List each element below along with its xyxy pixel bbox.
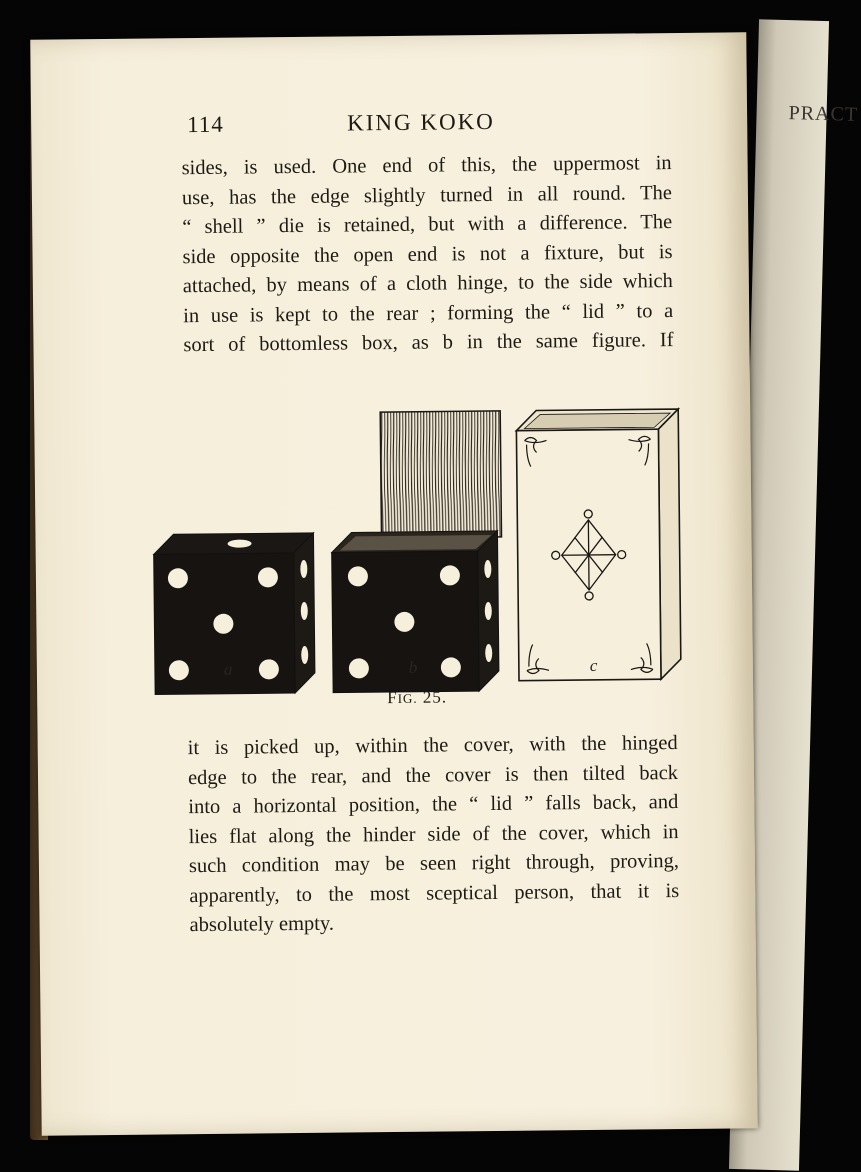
die-b-shell	[330, 411, 503, 693]
die-a	[153, 533, 315, 695]
bottom-paragraph	[188, 729, 680, 941]
figure-caption-initial: F	[387, 687, 398, 708]
text-line: in use is kept to the rear ; forming the “ lid ” to a	[183, 299, 674, 327]
book-page	[30, 32, 757, 1135]
figure-caption-number: 25.	[422, 687, 448, 707]
cover-c	[516, 409, 681, 681]
figure-label-a: a	[223, 659, 233, 679]
figure-caption	[387, 687, 447, 708]
running-head	[31, 106, 747, 143]
text-line: use, has the edge slightly turned in all round. The	[181, 181, 673, 209]
figure-caption-smallcaps: IG.	[397, 690, 418, 706]
text-line: edge to the rear, and the cover is then tilted back	[187, 761, 679, 789]
text-line: lies flat along the hinder side of the cover, which in	[188, 820, 679, 848]
figure-label-b: b	[408, 657, 418, 677]
running-title: KING KOKO	[347, 108, 495, 136]
text-line: sides, is used. One end of this, the uppermost in	[181, 152, 672, 180]
figure-25-illustration	[152, 379, 695, 685]
text-line: “ shell ” die is retained, but with a difference. The	[182, 211, 673, 239]
page-number: 114	[187, 111, 224, 138]
figure-label-c: c	[589, 655, 598, 675]
text-line: into a horizontal position, the “ lid ” falls back, and	[188, 791, 679, 819]
facing-page-header: PRACT	[788, 102, 859, 126]
text-line: side opposite the open end is not a fixture, but is	[182, 240, 673, 268]
text-line: attached, by means of a cloth hinge, to the side which	[182, 270, 673, 298]
text-line: such condition may be seen right through, proving,	[188, 850, 680, 878]
text-line: sort of bottomless box, as b in the same figure. If	[183, 329, 674, 357]
text-line: absolutely empty.	[189, 912, 335, 937]
top-paragraph	[181, 149, 673, 361]
text-line: apparently, to the most sceptical person, that it is	[189, 879, 680, 907]
text-line: it is picked up, within the cover, with the hinged	[187, 732, 678, 760]
